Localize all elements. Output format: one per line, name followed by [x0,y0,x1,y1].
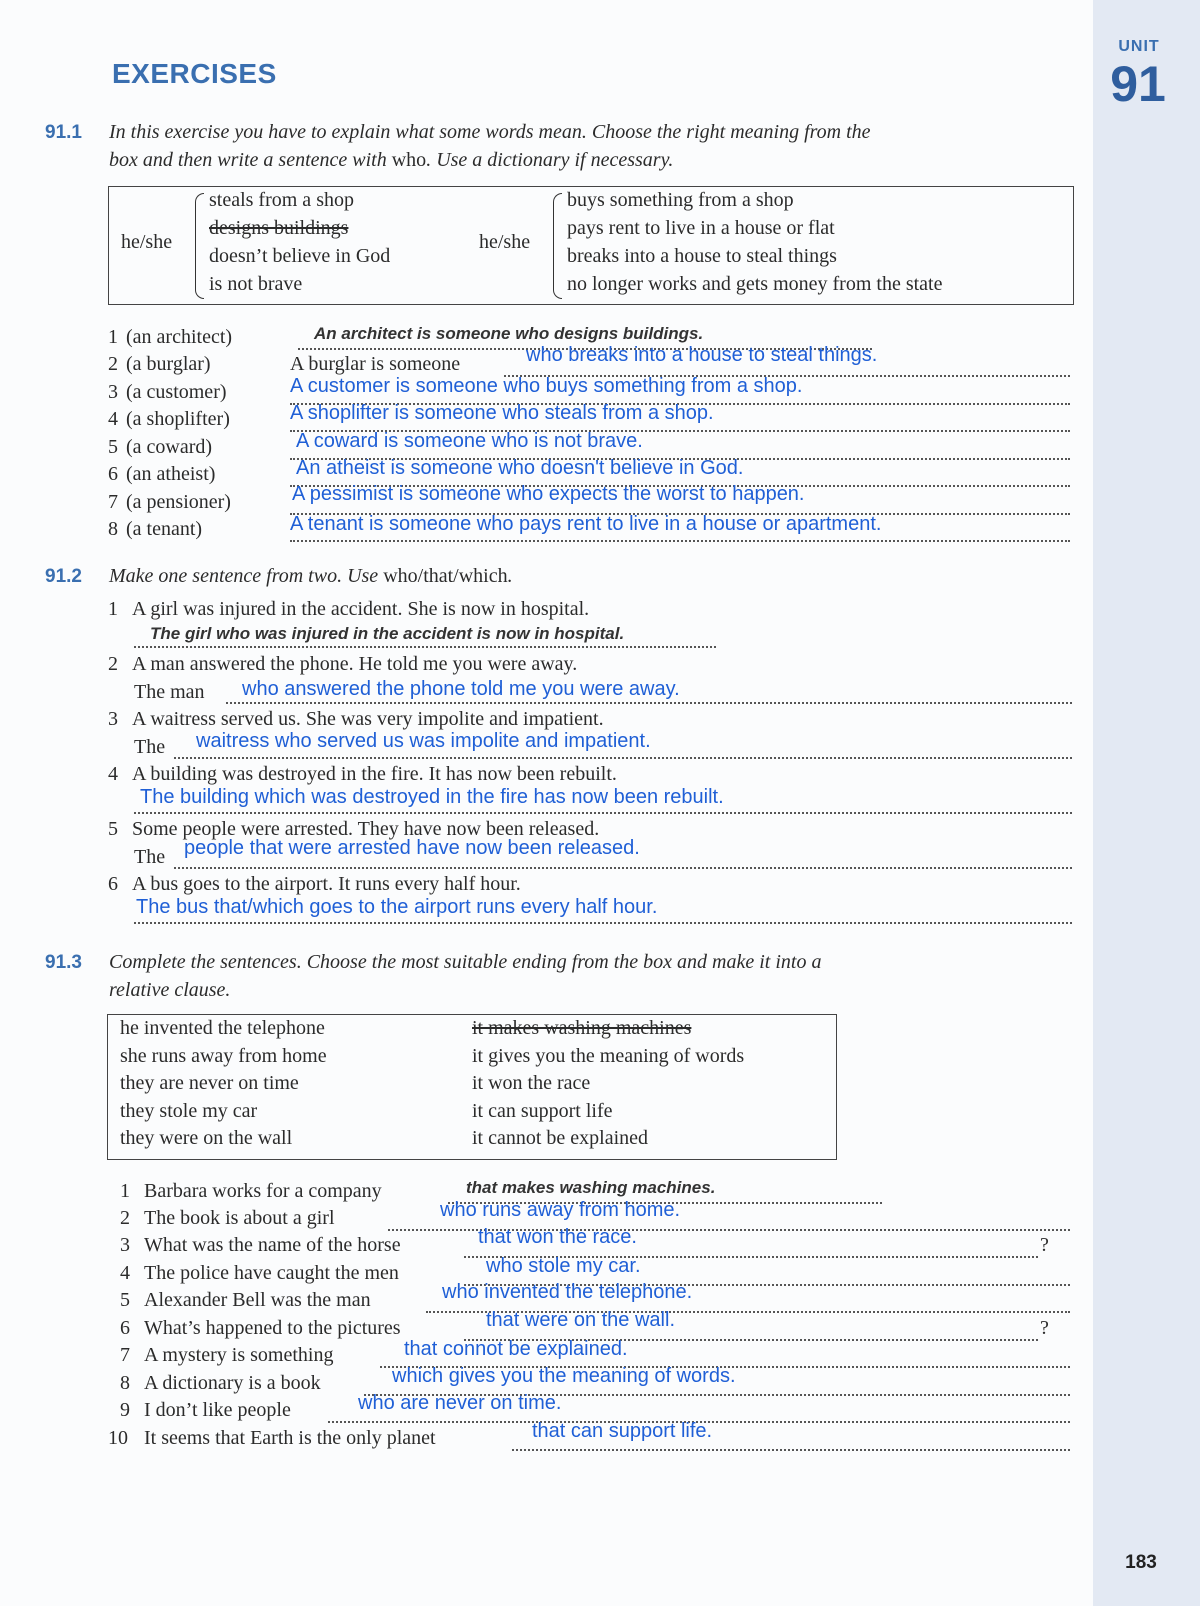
item-number: 1 [108,326,118,348]
sentence-number: 1 [108,598,118,620]
answer-line [134,646,716,648]
item-prompt: I don’t like people [144,1399,291,1421]
answer-text[interactable]: who are never on time. [358,1392,562,1414]
answer-line [290,540,1070,542]
item-prompt: A dictionary is a book [144,1372,321,1394]
item-prompt: Barbara works for a company [144,1180,382,1202]
exercises-title: EXERCISES [112,58,277,89]
box-right-item: breaks into a house to steal things [567,245,837,267]
unit-number: 91 [1110,56,1166,112]
answer-text[interactable]: waitress who served us was impolite and impatient. [196,730,651,752]
answer-text[interactable]: who stole my car. [486,1255,641,1277]
item-prompt: The police have caught the men [144,1262,399,1284]
endings-box-91-3 [107,1014,837,1160]
box-left-item: doesn’t believe in God [209,245,391,267]
box-left-item: they are never on time [120,1072,299,1094]
example-answer: The girl who was injured in the accident is now in hospital. [150,624,625,643]
item-prompt: (a tenant) [126,518,203,540]
answer-text[interactable]: A shoplifter is someone who steals from a shop. [290,402,714,424]
answer-prefix: A burglar is someone [290,353,461,375]
item-number: 10 [108,1427,128,1449]
sentence-number: 2 [108,653,118,675]
item-number: 8 [120,1372,130,1394]
answer-text[interactable]: who runs away from home. [440,1199,681,1221]
instruction-line-2: relative clause. [109,979,231,1001]
source-sentence: A man answered the phone. He told me you were away. [132,653,578,675]
answer-prefix: The [134,846,166,868]
answer-prefix: The [134,736,166,758]
answer-line [174,757,1072,759]
answer-text[interactable]: The building which was destroyed in the fire has now been rebuilt. [140,786,724,808]
answer-text[interactable]: people that were arrested have now been released. [184,837,640,859]
box-subject-right: he/she [479,231,531,253]
box-left-item: they stole my car [120,1100,258,1122]
item-number: 5 [120,1289,130,1311]
item-prompt: (a shoplifter) [126,408,230,430]
answer-text[interactable]: who breaks into a house to steal things. [526,344,878,366]
answer-text[interactable]: who answered the phone told me you were away. [242,678,680,700]
answer-text[interactable]: that connot be explained. [404,1338,628,1360]
box-left-item: is not brave [209,273,303,295]
exercise-91-1-instruction [109,118,1069,174]
item-prompt: (a pensioner) [126,491,231,513]
box-right-item-used: it makes washing machines [472,1017,692,1039]
sentence-number: 6 [108,873,118,895]
exercise-91-3-instruction [109,948,1069,1004]
left-brace [195,193,204,299]
page-number: 183 [1125,1552,1157,1573]
answer-text[interactable]: A coward is someone who is not brave. [296,430,643,452]
item-prompt: (a burglar) [126,353,211,375]
box-left-item: he invented the telephone [120,1017,325,1039]
instruction-text: box and then write a sentence with [109,149,392,171]
exercise-number-91-3: 91.3 [45,952,82,973]
item-number: 4 [108,408,118,430]
answer-line [226,702,1072,704]
answer-text[interactable]: A tenant is someone who pays rent to live in a house or apartment. [290,513,882,535]
unit-label: UNIT [1118,38,1160,55]
instruction-line-2 [109,146,1069,174]
answer-text[interactable]: that won the race. [478,1226,637,1248]
box-left-item: they were on the wall [120,1127,293,1149]
box-left-item: she runs away from home [120,1045,327,1067]
source-sentence: A girl was injured in the accident. She is now in hospital. [132,598,590,620]
item-number: 7 [120,1344,130,1366]
item-number: 5 [108,436,118,458]
answer-text[interactable]: A customer is someone who buys something from a shop. [290,375,803,397]
item-prompt: (a coward) [126,436,213,458]
item-prompt: (a customer) [126,381,227,403]
box-right-item: it gives you the meaning of words [472,1045,745,1067]
source-sentence: A waitress served us. She was very impolite and impatient. [132,708,604,730]
instruction-line-1: Complete the sentences. Choose the most suitable ending from the box and make it into a [109,951,822,973]
exercise-number-91-1: 91.1 [45,122,82,143]
item-prompt: It seems that Earth is the only planet [144,1427,436,1449]
instruction-text: Make one sentence from two. Use [109,565,384,587]
sentence-number: 3 [108,708,118,730]
example-answer: that makes washing machines. [466,1178,716,1197]
box-right-item: it cannot be explained [472,1127,649,1149]
answer-line [174,867,1072,869]
source-sentence: Some people were arrested. They have now been released. [132,818,600,840]
meanings-box-91-1 [108,186,1074,305]
box-right-item: no longer works and gets money from the state [567,273,943,295]
sentence-number: 5 [108,818,118,840]
item-number: 3 [108,381,118,403]
instruction-text: . [507,565,513,587]
answer-text[interactable]: who invented the telephone. [442,1281,693,1303]
answer-text[interactable]: The bus that/which goes to the airport runs every half hour. [136,896,658,918]
item-number: 7 [108,491,118,513]
item-prompt: What was the name of the horse [144,1234,401,1256]
ex3-item [108,1420,1072,1455]
answer-line [512,1449,1070,1451]
answer-line [134,812,1072,814]
item-number: 6 [120,1317,130,1339]
exercise-number-91-2: 91.2 [45,566,82,587]
sentence-end-mark: ? [1040,1234,1049,1256]
item-number: 3 [120,1234,130,1256]
instruction-keyword: who [391,149,427,171]
item-number: 6 [108,463,118,485]
ex3-item [108,1365,1072,1400]
instruction-line-1: In this exercise you have to explain what some words mean. Choose the right meaning from the [109,121,871,143]
exercise-91-2-instruction [109,562,513,590]
answer-prefix: The man [134,681,205,703]
answer-text[interactable]: An atheist is someone who doesn't believe in God. [296,457,744,479]
item-prompt: (an atheist) [126,463,216,485]
item-prompt: (an architect) [126,326,233,348]
source-sentence: A building was destroyed in the fire. It has now been rebuilt. [132,763,617,785]
answer-line [134,922,1072,924]
item-number: 4 [120,1262,130,1284]
item-prompt: Alexander Bell was the man [144,1289,371,1311]
instruction-keyword: who/that/which [383,565,508,587]
box-right-item: pays rent to live in a house or flat [567,217,835,239]
box-left-item: steals from a shop [209,189,354,211]
instruction-text: . Use a dictionary if necessary. [426,149,674,171]
item-prompt: A mystery is something [144,1344,334,1366]
item-number: 2 [120,1207,130,1229]
item-number: 1 [120,1180,130,1202]
answer-text[interactable]: that were on the wall. [486,1309,675,1331]
item-number: 2 [108,353,118,375]
answer-text[interactable]: A pessimist is someone who expects the worst to happen. [292,483,805,505]
box-right-item: it can support life [472,1100,613,1122]
item-prompt: What’s happened to the pictures [144,1317,401,1339]
right-brace [553,193,562,299]
sentence-number: 4 [108,763,118,785]
answer-text[interactable]: that can support life. [532,1420,713,1442]
item-number: 9 [120,1399,130,1421]
example-answer: An architect is someone who designs buildings. [314,324,704,343]
ex1-item [108,513,1072,546]
source-sentence: A bus goes to the airport. It runs every half hour. [132,873,521,895]
item-prompt: The book is about a girl [144,1207,335,1229]
box-left-item-used: designs buildings [209,217,349,239]
box-right-item: it won the race [472,1072,591,1094]
unit-side-strip [1093,0,1200,1606]
box-subject-left: he/she [121,231,173,253]
item-number: 8 [108,518,118,540]
answer-text[interactable]: which gives you the meaning of words. [392,1365,736,1387]
box-right-item: buys something from a shop [567,189,794,211]
sentence-end-mark: ? [1040,1317,1049,1339]
